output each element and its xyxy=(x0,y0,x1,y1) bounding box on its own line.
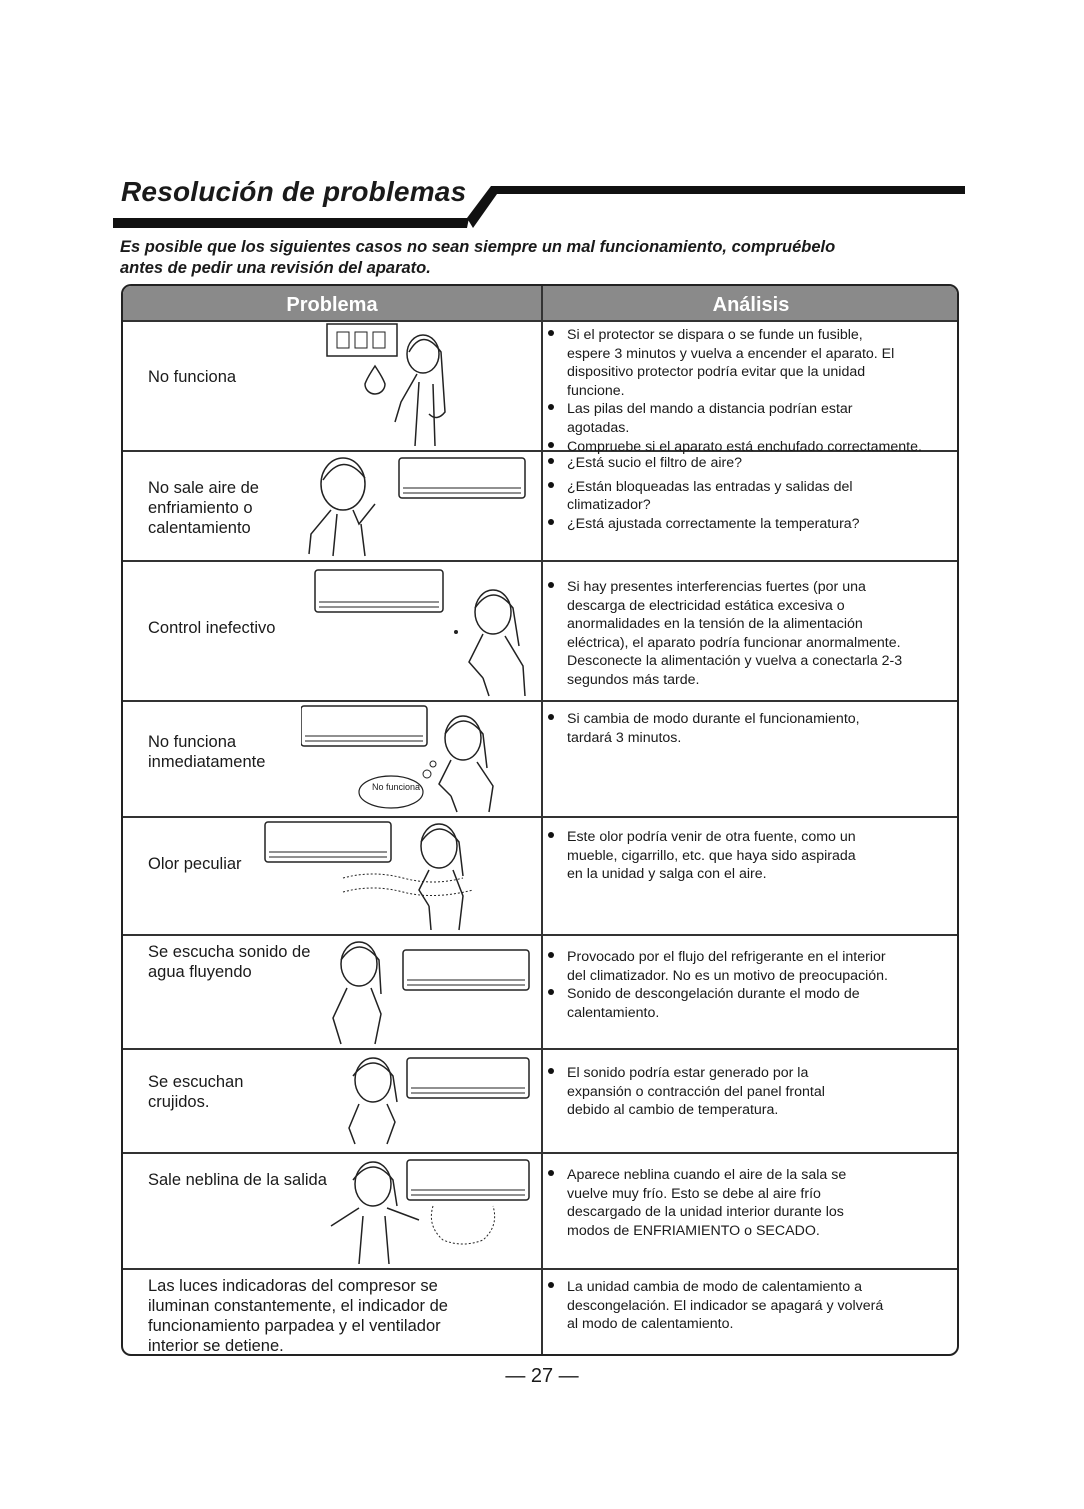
analysis-line: ¿Está ajustada correctamente la temperatura? xyxy=(567,515,860,532)
problem-text: interior se detiene. xyxy=(148,1337,284,1355)
problem-text: agua fluyendo xyxy=(148,963,252,981)
problem-text: Se escuchan xyxy=(148,1073,244,1091)
page-title-banner xyxy=(113,174,965,230)
analysis-item xyxy=(545,948,955,985)
analysis-line: Las pilas del mando a distancia podrían estar xyxy=(567,401,853,418)
page-number: — 27 — xyxy=(505,1365,579,1387)
analysis-line: ¿Está sucio el filtro de aire? xyxy=(567,455,743,471)
analysis-line: vuelve muy frío. Esto se debe al aire frío xyxy=(567,1185,821,1202)
problem-cell xyxy=(148,478,259,538)
intro-text xyxy=(120,237,920,279)
problem-cell xyxy=(148,1170,327,1190)
analysis-line: Si hay presentes interferencias fuertes (por una xyxy=(567,579,866,595)
analysis-cell xyxy=(545,1166,955,1240)
column-divider xyxy=(541,286,543,1354)
analysis-line: en la unidad y salga con el aire. xyxy=(567,866,767,883)
problem-cell xyxy=(148,942,310,982)
problem-text: Control inefectivo xyxy=(148,619,276,637)
problem-text: Olor peculiar xyxy=(148,855,242,873)
problem-text: Se escucha sonido de xyxy=(148,943,311,961)
page-title: Resolución de problemas xyxy=(121,176,467,207)
woman-using-remote-control-icon xyxy=(313,566,537,698)
row-divider xyxy=(123,560,957,562)
woman-looking-at-display-icon xyxy=(323,322,463,448)
analysis-item xyxy=(545,985,955,1022)
analysis-line: descarga de electricidad estática excesiva o xyxy=(567,597,845,614)
analysis-line: espere 3 minutos y vuelva a encender el aparato. El xyxy=(567,345,895,362)
analysis-line: segundos más tarde. xyxy=(567,671,700,688)
analysis-line: calentamiento. xyxy=(567,1004,660,1021)
problem-cell xyxy=(148,1072,243,1112)
problem-cell xyxy=(148,367,236,387)
analysis-cell xyxy=(545,326,955,456)
problem-text: No funciona xyxy=(148,733,237,751)
analysis-line: dispositivo protector podría evitar que la unidad xyxy=(567,364,866,381)
problem-text: Sale neblina de la salida xyxy=(148,1171,327,1189)
troubleshooting-table xyxy=(121,284,959,1356)
thought-bubble-text: No funciona xyxy=(371,782,421,792)
header-analysis: Análisis xyxy=(712,294,790,316)
analysis-line: Si el protector se dispara o se funde un fusible, xyxy=(567,327,863,343)
woman-seeing-mist-icon xyxy=(323,1156,535,1266)
problem-text: inmediatamente xyxy=(148,753,266,771)
analysis-line: debido al cambio de temperatura. xyxy=(567,1102,779,1119)
analysis-line: El sonido podría estar generado por la xyxy=(567,1065,809,1081)
woman-hearing-water-sound-icon xyxy=(323,938,535,1046)
problem-text: No funciona xyxy=(148,368,237,386)
analysis-line: descargado de la unidad interior durante los xyxy=(567,1204,844,1221)
analysis-line: mueble, cigarrillo, etc. que haya sido aspirada xyxy=(567,847,856,864)
row-divider xyxy=(123,700,957,702)
woman-smelling-odor-icon xyxy=(263,820,495,932)
analysis-line: anormalidades en la tensión de la alimentación xyxy=(567,616,863,633)
row-divider xyxy=(123,1268,957,1270)
problem-cell xyxy=(148,1276,448,1356)
analysis-line: Sonido de descongelación durante el modo de xyxy=(567,986,860,1003)
analysis-cell xyxy=(545,1278,955,1334)
analysis-line: Compruebe si el aparato está enchufado correctamente. xyxy=(567,438,922,455)
problem-text: Las luces indicadoras del compresor se xyxy=(148,1277,438,1295)
analysis-item xyxy=(545,1278,955,1334)
analysis-cell xyxy=(545,828,955,884)
problem-text: enfriamiento o xyxy=(148,499,253,517)
problem-text: crujidos. xyxy=(148,1093,210,1111)
analysis-line: del climatizador. No es un motivo de preocupación. xyxy=(567,967,888,984)
row-divider xyxy=(123,320,957,322)
problem-text: No sale aire de xyxy=(148,479,259,497)
woman-hearing-cracking-sound-icon xyxy=(323,1052,535,1146)
analysis-item xyxy=(545,454,955,473)
analysis-line: al modo de calentamiento. xyxy=(567,1316,734,1333)
analysis-item xyxy=(545,515,955,534)
problem-cell xyxy=(148,854,242,874)
woman-with-thought-bubble-icon xyxy=(301,704,537,814)
analysis-item xyxy=(545,478,955,515)
problem-text: iluminan constantemente, el indicador de xyxy=(148,1297,448,1315)
row-divider xyxy=(123,816,957,818)
woman-pointing-at-ac-unit-icon xyxy=(303,454,535,558)
problem-cell xyxy=(148,618,275,638)
analysis-cell xyxy=(545,578,955,690)
problem-text: calentamiento xyxy=(148,519,251,537)
row-divider xyxy=(123,1152,957,1154)
analysis-item xyxy=(545,828,955,884)
analysis-line: Este olor podría venir de otra fuente, como un xyxy=(567,829,856,845)
analysis-item xyxy=(545,326,955,400)
analysis-line: eléctrica), el aparato podría funcionar anormalmente. xyxy=(567,634,901,651)
analysis-line: modos de ENFRIAMIENTO o SECADO. xyxy=(567,1222,820,1239)
table-header xyxy=(123,286,957,320)
analysis-line: Aparece neblina cuando el aire de la sala se xyxy=(567,1167,847,1183)
analysis-item xyxy=(545,400,955,437)
analysis-line: expansión o contracción del panel frontal xyxy=(567,1083,825,1100)
analysis-line: descongelación. El indicador se apagará y volverá xyxy=(567,1297,884,1314)
analysis-line: La unidad cambia de modo de calentamiento a xyxy=(567,1279,862,1295)
analysis-item xyxy=(545,578,955,690)
row-divider xyxy=(123,934,957,936)
problem-text: funcionamiento parpadea y el ventilador xyxy=(148,1317,441,1335)
analysis-line: Provocado por el flujo del refrigerante en el interior xyxy=(567,949,886,965)
analysis-item xyxy=(545,1064,955,1120)
analysis-line: ¿Están bloqueadas las entradas y salidas del xyxy=(567,478,853,495)
analysis-cell xyxy=(545,454,955,533)
analysis-cell xyxy=(545,948,955,1022)
header-problem: Problema xyxy=(286,294,378,316)
intro-line: antes de pedir una revisión del aparato. xyxy=(120,259,431,277)
analysis-cell xyxy=(545,1064,955,1120)
intro-line: Es posible que los siguientes casos no sean siempre un mal funcionamiento, compruébelo xyxy=(120,238,836,256)
analysis-line: climatizador? xyxy=(567,497,651,514)
analysis-line: tardará 3 minutos. xyxy=(567,729,682,746)
analysis-line: agotadas. xyxy=(567,419,630,436)
analysis-line: funcione. xyxy=(567,382,625,399)
problem-cell xyxy=(148,732,265,772)
analysis-item xyxy=(545,1166,955,1240)
analysis-line: Si cambia de modo durante el funcionamiento, xyxy=(567,711,860,727)
row-divider xyxy=(123,1048,957,1050)
analysis-line: Desconecte la alimentación y vuelva a conectarla 2-3 xyxy=(567,653,903,670)
analysis-item xyxy=(545,710,955,747)
analysis-cell xyxy=(545,710,955,747)
